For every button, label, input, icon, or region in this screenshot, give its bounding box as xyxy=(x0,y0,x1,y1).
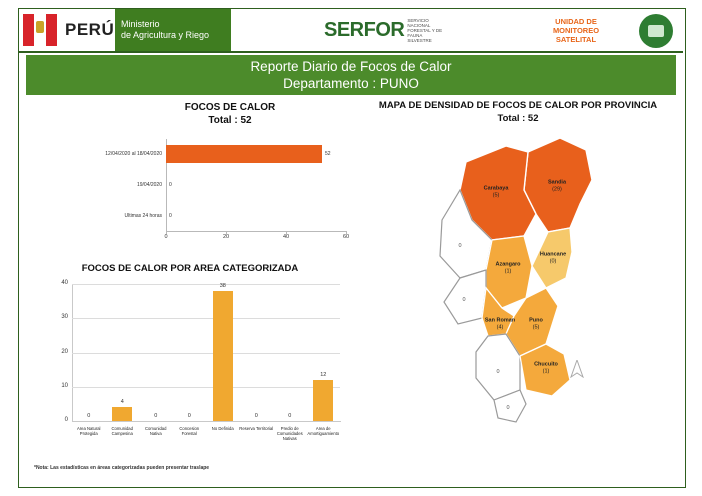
chart2-category-label: Concesion Forestal xyxy=(179,426,200,436)
chart2-y-tick-label: 20 xyxy=(61,348,68,355)
satellite-icon xyxy=(639,14,673,48)
chart2-title: FOCOS DE CALOR POR AREA CATEGORIZADA xyxy=(81,263,299,274)
unit-line-2: MONITOREO xyxy=(552,26,600,35)
map-region-label: San Roman (4) xyxy=(484,317,516,330)
map-region-label: Chucuito (1) xyxy=(534,361,558,374)
map-region-label: Puno (5) xyxy=(529,317,543,330)
unit-text xyxy=(523,17,629,44)
map-region-label: Huancane (0) xyxy=(539,251,567,264)
ministry-line-2: de Agricultura y Riego xyxy=(121,30,210,40)
serfor-subtitle: SERVICIO NACIONAL FORESTAL Y DE FAUNA SILVESTRE xyxy=(407,17,443,43)
chart1-x-tick-label: 60 xyxy=(342,234,350,240)
ministry-line-1: Ministerio xyxy=(121,19,160,29)
chart2-gridline xyxy=(72,387,340,388)
chart2-category-label: Comunidad Campesina xyxy=(111,426,133,436)
north-arrow-icon xyxy=(570,360,584,378)
chart2-value-label: 4 xyxy=(120,399,124,406)
peru-brand xyxy=(19,9,115,51)
map-region-zero-label: 0 xyxy=(506,405,510,411)
chart2-category-label: Comunidad Nativa xyxy=(145,426,167,436)
chart1-value-label: 0 xyxy=(169,182,172,188)
unit-line-3: SATELITAL xyxy=(555,35,597,44)
chart1-x-tick-label: 0 xyxy=(164,234,168,240)
chart2-bar xyxy=(112,407,132,421)
map-title: MAPA DE DENSIDAD DE FOCOS DE CALOR POR PROVINCIA xyxy=(378,100,658,111)
chart2-category-label: Area Natural Protegida xyxy=(76,426,101,436)
header xyxy=(19,9,683,51)
unit-line-1: UNIDAD DE xyxy=(555,17,597,26)
chart2-y-tick-label: 10 xyxy=(61,382,68,389)
chart1-title: FOCOS DE CALOR xyxy=(184,102,276,113)
report-title-band xyxy=(26,55,676,95)
peru-flag-icon xyxy=(23,12,63,48)
map-region-zero-label: 0 xyxy=(496,369,500,375)
map-region-zero-label: 0 xyxy=(458,243,462,249)
chart2-value-label: 0 xyxy=(288,413,292,419)
chart2-y-tick-label: 0 xyxy=(64,417,68,423)
map-region-zero-label: 0 xyxy=(462,297,466,303)
monitoring-unit-block xyxy=(517,13,683,49)
chart2-gridline xyxy=(72,353,340,354)
map-title-block xyxy=(358,99,678,125)
chart1-x-tick-label: 40 xyxy=(282,234,290,240)
focos-de-calor-bar-chart xyxy=(48,135,348,250)
chart2-value-label: 12 xyxy=(320,371,327,378)
chart2-bar xyxy=(313,380,333,421)
chart2-gridline xyxy=(72,318,340,319)
chart2-category-label: Reserva Territorial xyxy=(239,426,274,431)
chart2-bar xyxy=(213,291,233,421)
chart1-bar xyxy=(166,145,322,163)
chart2-y-tick-label: 40 xyxy=(61,280,68,286)
ministry-block xyxy=(115,9,231,51)
chart1-x-tick-label: 20 xyxy=(222,234,230,240)
serfor-logo xyxy=(324,15,454,45)
report-title: Reporte Diario de Focos de Calor xyxy=(250,59,452,74)
map-region-label: Carabaya (5) xyxy=(483,185,509,198)
chart2-value-label: 0 xyxy=(254,413,258,419)
chart1-x-axis xyxy=(166,231,346,232)
serfor-label: SERFOR xyxy=(324,18,405,41)
chart1-value-label: 52 xyxy=(325,151,331,158)
chart2-value-label: 38 xyxy=(219,282,226,289)
chart2-footnote: *Nota: Las estadísticas en áreas categorizadas pueden presentar traslape xyxy=(34,465,210,471)
focos-por-area-categorizada-chart xyxy=(30,280,350,450)
chart2-category-label: No Definida xyxy=(211,426,234,431)
map-svg xyxy=(420,128,620,458)
chart1-category-label: 19/04/2020 xyxy=(136,182,162,188)
chart2-y-tick-label: 30 xyxy=(61,314,68,321)
chart2-gridline xyxy=(72,284,340,285)
chart2-category-label: Area de Amortiguamiento xyxy=(307,426,340,436)
chart1-subtitle: Total : 52 xyxy=(208,115,252,126)
chart1-title-block xyxy=(120,101,340,127)
chart1-category-label: 12/04/2020 al 18/04/2020 xyxy=(105,151,162,158)
chart2-value-label: 0 xyxy=(154,413,158,419)
chart1-category-label: Ultimas 24 horas xyxy=(124,212,162,219)
map-region-label: Sandia (29) xyxy=(547,179,567,192)
chart2-category-label: Predio de Comunidades Nativas xyxy=(276,426,303,441)
header-divider xyxy=(19,51,683,53)
chart2-value-label: 0 xyxy=(187,413,191,419)
density-map xyxy=(420,128,620,458)
map-subtitle: Total : 52 xyxy=(497,113,539,124)
chart1-value-label: 0 xyxy=(169,212,172,219)
map-region-label: Azangaro (1) xyxy=(495,261,521,274)
report-subtitle: Departamento : PUNO xyxy=(283,76,419,91)
peru-label: PERÚ xyxy=(65,20,115,39)
chart2-value-label: 0 xyxy=(87,413,91,419)
